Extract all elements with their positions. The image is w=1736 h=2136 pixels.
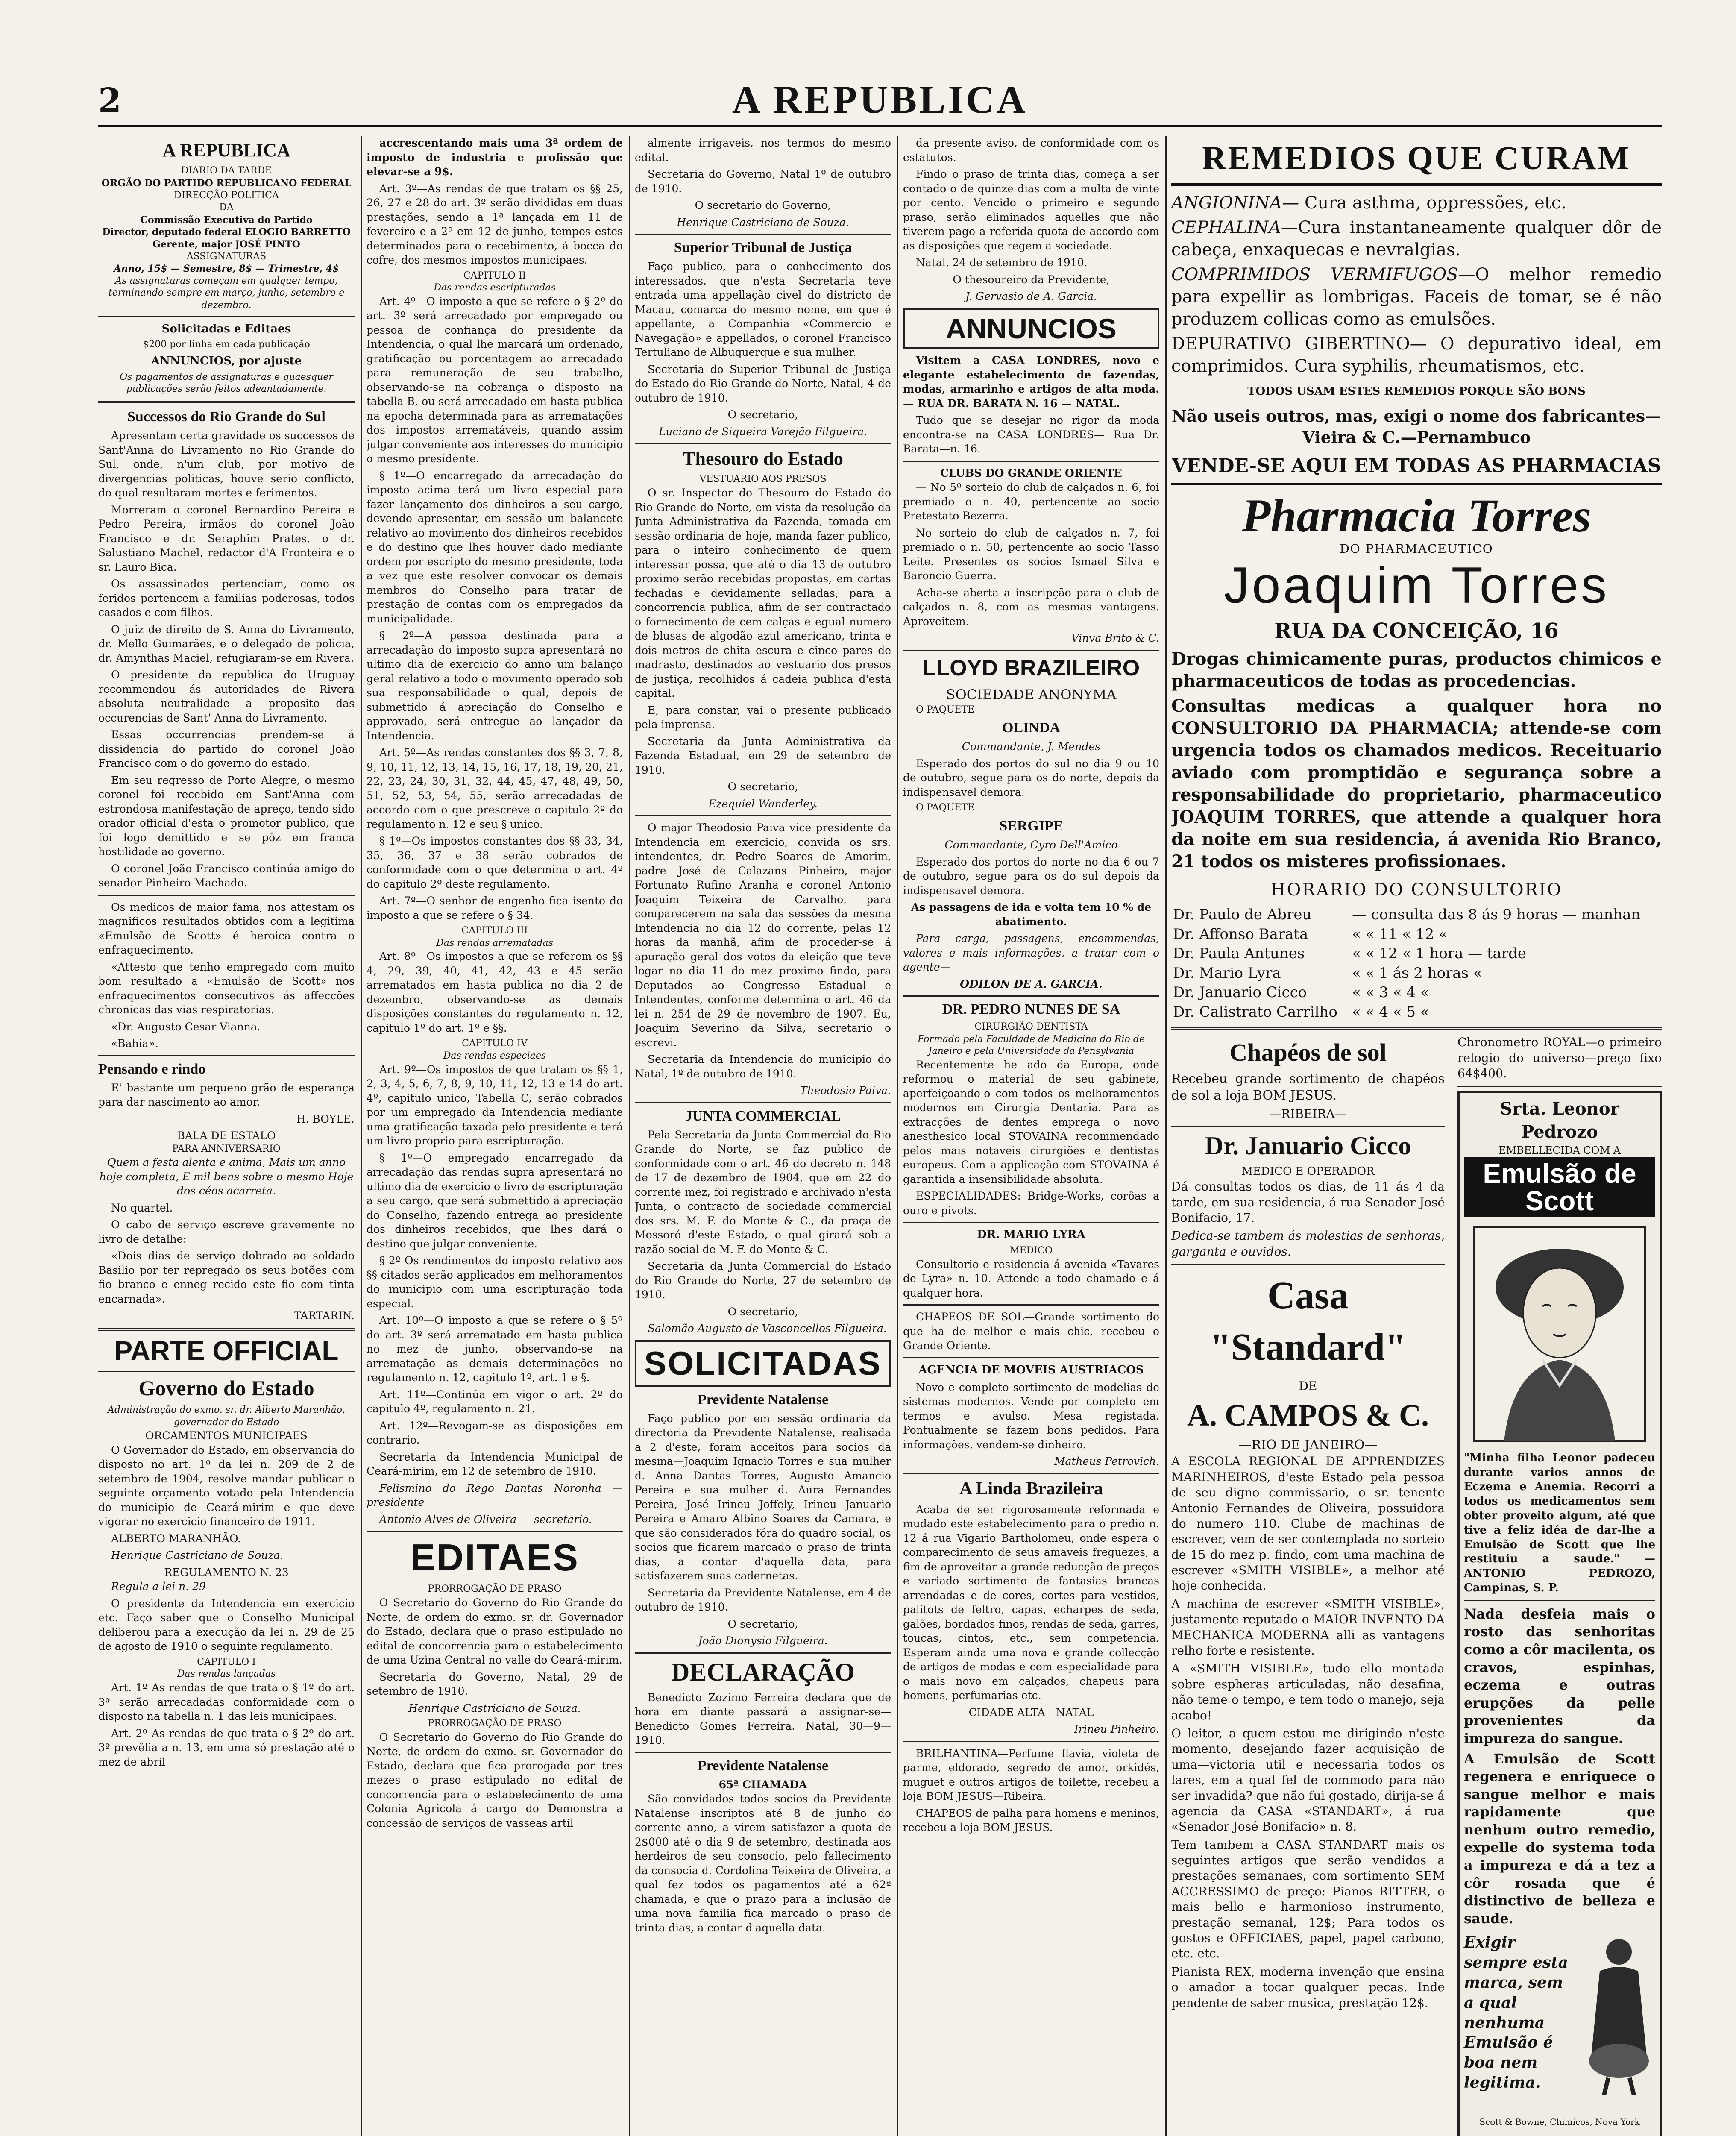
signature: Antonio Alves de Oliveira — secretario. xyxy=(379,1513,592,1526)
rule xyxy=(98,401,355,403)
rule xyxy=(98,1371,355,1372)
annuncios-banner: ANNUNCIOS xyxy=(946,312,1117,344)
article-paragraph: accrescentando mais uma 3ª ordem de imposto de industria e profissão que elevar-se a 9$. xyxy=(367,137,623,178)
masthead-rule xyxy=(98,125,1662,127)
rule xyxy=(635,1102,891,1103)
ad-paragraph: Recebeu grande sortimento de chapéos de sol a loja BOM JESUS. xyxy=(1171,1071,1445,1103)
article-paragraph: O secretario, xyxy=(727,1617,798,1630)
schedule-doctor: Dr. Januario Cicco xyxy=(1173,984,1307,1001)
ad-subheading: DE xyxy=(1299,1379,1317,1394)
ad-heading: Chapéos de sol xyxy=(1229,1039,1387,1067)
article-paragraph: Em seu regresso de Porto Alegre, o mesmo coronel foi recebido em Sant'Anna com estrondosa manifestação de apreço, tendo sido orador official d'esta o promotor publico, que foi logo demittido e se pôz em franca hostilidade ao governo. xyxy=(98,774,355,858)
signature: Theodosio Paiva. xyxy=(800,1084,891,1097)
article-paragraph: O sr. Inspector do Thesouro do Estado do Rio Grande do Norte, em vista da resolução da Junta Administrativa da Fazenda, tomada em sessão ordinaria de hoje, manda fazer publico, para o inteiro conhecimento de quem interessar possa, que até o dia 13 de outubro proximo serão recebidas propostas, em cartas fechadas e devidamente selladas, para a concorrencia publica, afim de ser contractado o fornecimento de cem calças e egual numero de blusas de algodão azul americano, trinta e dois metros de chita escura e cinco pares de madrasto, destinados ao vestuario dos presos de justiça, recolhidos á cadeia publica d'esta capital. xyxy=(635,487,891,700)
signature: Vinva Brito & C. xyxy=(1071,632,1159,645)
editaes-subtitle: PRORROGAÇÃO DE PRASO xyxy=(428,1718,562,1729)
paper-organ: ORGÃO DO PARTIDO REPUBLICANO FEDERAL xyxy=(101,177,352,189)
newspaper-title: A REPUBLICA xyxy=(732,78,1028,121)
ad-paragraph: Tudo que se desejar no rigor da moda encontra-se na CASA LONDRES— Rua Dr. Barata—n. 16. xyxy=(903,414,1159,455)
section-subtitle: 65ª CHAMADA xyxy=(718,1778,807,1791)
article-paragraph: Secretaria da Intendencia Municipal de Ceará-mirim, em 12 de setembro de 1910. xyxy=(367,1450,623,1478)
schedule-doctor: Dr. Paula Antunes xyxy=(1173,945,1305,962)
rule xyxy=(903,1473,1159,1474)
budgets-heading: ORÇAMENTOS MUNICIPAES xyxy=(145,1429,308,1442)
portrait-illustration xyxy=(1466,1223,1654,1445)
rule xyxy=(903,1304,1159,1306)
article-paragraph: E, para constar, vai o presente publicado pela imprensa. xyxy=(635,704,891,731)
remedy-name: DEPURATIVO GIBERTINO xyxy=(1171,334,1410,354)
signature: Salomão Augusto de Vasconcellos Filgueira. xyxy=(648,1322,887,1335)
signature: «Bahia». xyxy=(111,1037,158,1050)
ad-paragraph: BRILHANTINA—Perfume flavia, violeta de parme, eldorado, segredo de amor, orkidés, muguet e outros artigos de toilette, recebeu a loja BOM JESUS—Ribeira. xyxy=(903,1747,1159,1803)
annuncios-label: ANNUNCIOS, por ajuste xyxy=(151,354,302,367)
paper-title: A REPUBLICA xyxy=(162,140,290,161)
chapter-subtitle: Das rendas arrematadas xyxy=(436,937,553,948)
ad-paragraph: ESPECIALIDADES: Bridge-Works, corôas a ouro e pivots. xyxy=(903,1190,1159,1217)
article-paragraph: Art. 5º—As rendas constantes dos §§ 3, 7, 8, 9, 10, 11, 12, 13, 14, 15, 16, 17, 18, 19, 20, 21, 22, 23, 24, 30, 31, 32, 44, 45, 47, 48, 49, 50, 51, 52, 53, 54, 55, serão arrecadadas de accordo com o que prescreve o capitulo 2º do regulamento n. 12 e seu § unico. xyxy=(367,746,623,830)
ad-paragraph: Acaba de ser rigorosamente reformada e mudado este estabelecimento para o predio n. 12 á rua Vigario Bartholomeu, onde espera o comparecimento de seus amaveis freguezes, a fim de aproveitar a grande reducção de preços e variado sortimento de fantasias brancas arrendadas e de cores, cortes para vestidos, palitots de feltro, capas, echarpes de seda, galões, bordados finos, rendas de seda, garres, toucas, cintos, etc., sem competencia. Esperam ainda uma nova e grande collecção de artigos de modas e com especialidade para o mais novo em calçados, chapeus para homens, perfumarias etc. xyxy=(903,1503,1159,1702)
rule xyxy=(903,1741,1159,1742)
schedule-row xyxy=(1171,964,1662,983)
article-paragraph: O Secretario do Governo do Rio Grande do Norte, de ordem do exmo. sr. dr. Governador do Estado, declara que o praso estipulado no edital de concorrencia para o estabelecimento de uma Uzina Central no valle do Ceará-mirim. xyxy=(367,1596,623,1667)
schedule-doctor: Dr. Paulo de Abreu xyxy=(1173,906,1312,923)
article-paragraph: O coronel João Francisco continúa amigo do senador Pinheiro Machado. xyxy=(98,862,355,889)
schedule-row xyxy=(1171,983,1662,1003)
emulsion-brand: Emulsão de Scott xyxy=(1464,1157,1655,1217)
article-heading: Pensando e rindo xyxy=(98,1061,206,1077)
section-subtitle: VESTUARIO AOS PRESOS xyxy=(699,474,827,485)
administration-note: Administração do exmo. sr. dr. Alberto Maranhão, governador do Estado xyxy=(107,1405,346,1428)
pharmacy-paragraph: Drogas chimicamente puras, productos chimicos e pharmaceuticos de todas as procedencias. xyxy=(1171,649,1662,692)
poem-subtitle: PARA ANNIVERSARIO xyxy=(172,1143,281,1154)
rule xyxy=(903,1222,1159,1223)
schedule-hours: « « 3 « 4 « xyxy=(1352,984,1429,1001)
schedule-hours: « « 1 ás 2 horas « xyxy=(1352,964,1482,982)
rule xyxy=(903,650,1159,651)
testimonial: "Minha filha Leonor padeceu durante varios annos de Eczema e Anemia. Recorri a todos os medicamentos sem obter proveito algum, até que tive a feliz idéa de dar-lhe a Emulsão de Scott que lhe restituiu a saude." —ANTONIO PEDROZO, Campinas, S. P. xyxy=(1464,1451,1655,1594)
ad-heading: A Linda Brazileira xyxy=(959,1479,1103,1499)
section-heading: Superior Tribunal de Justiça xyxy=(674,240,852,255)
regulation-subtitle: Regula a lei n. 29 xyxy=(111,1580,206,1593)
remedy-name: ANGIONINA xyxy=(1171,193,1282,213)
article-paragraph: Benedicto Zozimo Ferreira declara que de hora em diante passará a assignar-se—Benedicto Gomes Ferreira. Natal, 30—9—1910. xyxy=(635,1691,891,1747)
ship-commander: Commandante, J. Mendes xyxy=(962,740,1101,753)
lower-ads xyxy=(1171,1035,1662,2136)
rule xyxy=(98,1328,355,1331)
article-paragraph: O secretario, xyxy=(727,780,798,793)
remedy-desc: — Cura asthma, oppressões, etc. xyxy=(1282,193,1567,213)
schedule-doctor: Dr. Mario Lyra xyxy=(1173,964,1281,982)
ad-paragraph: Chronometro ROYAL—o primeiro relogio do universo—preço fixo 64$400. xyxy=(1457,1035,1662,1081)
masthead xyxy=(98,77,1662,128)
ad-paragraph: Recentemente he ado da Europa, onde reformou o material de seu gabinete, aperfeiçoando-o com todos os melhoramentos modernos em Cirurgia Dentaria. Para as extracções de dentes emprega o novo anesthesico local STOVAINA recommendado pelos mais notaveis cirurgiões e dentistas europeus. Com a applicação com STOVAINA é garantida a insensibilidade absoluta. xyxy=(903,1058,1159,1185)
remedies-sale: VENDE-SE AQUI EM TODAS AS PHARMACIAS xyxy=(1171,454,1662,485)
signature: Henrique Castriciano de Souza. xyxy=(408,1702,581,1714)
rule xyxy=(98,895,355,896)
article-paragraph: Art. 10º—O imposto a que se refere o § 5º do art. 3º será arrematado em hasta publica no mez de junho, observando-se na arrematação as demais determinações no regulamento n. 12, capitulo 1º, art. 1 e §. xyxy=(367,1314,623,1384)
article-paragraph: Apresentam certa gravidade os successos de Sant'Anna do Livramento no Rio Grande do Sul, onde, n'um club, por motivo de divergencias politicas, houve serio conflicto, do qual resultaram mortes e ferimentos. xyxy=(98,429,355,499)
schedule-row xyxy=(1171,944,1662,964)
rule xyxy=(635,443,891,444)
column-2 xyxy=(367,136,623,2136)
article-paragraph: § 1º—O empregado encarregado da arrecadação das rendas supra apresentará no ultimo dia de exercicio o livro de escripturação a seu cargo, que será submettido á apreciação do Conselho, fazendo entrega ao presidente dos dinheiros recebidos, que lhes dará o destino que julgar conveniente. xyxy=(367,1151,623,1250)
article-paragraph: Faço publico, para o conhecimento dos interessados, que n'esta Secretaria teve entrada uma appellação civel do districto de Macau, comarca do mesmo nome, em que é appellante, a Companhia «Commercio e Navegação» e appellados, o coronel Francisco Tertuliano de Albuquerque e sua mulher. xyxy=(635,260,891,359)
signature: ALBERTO MARANHÃO. xyxy=(111,1532,241,1545)
rule xyxy=(635,1652,891,1654)
rule xyxy=(1464,1600,1655,1601)
rule xyxy=(1171,1264,1445,1265)
article-heading: Successos do Rio Grande do Sul xyxy=(127,408,326,425)
article-paragraph: O Secretario do Governo do Rio Grande do Norte, de ordem do exmo. sr. Governador do Estado, declara que fica prorogado por tres mezes o praso estipulado no edital de concorrencia para o estabelecimento de uma Colonia Agricola á cargo do Demonstra a concessão de serviços de vasseas artil xyxy=(367,1731,623,1829)
chapter-subtitle: Das rendas lançadas xyxy=(177,1669,276,1680)
rule xyxy=(98,1055,355,1056)
article-paragraph: Natal, 24 de setembro de 1910. xyxy=(916,256,1088,269)
schedule-doctor: Dr. Affonso Barata xyxy=(1173,925,1308,943)
rule xyxy=(635,815,891,816)
ad-heading: DR. PEDRO NUNES DE SA xyxy=(942,1001,1120,1018)
signature: «Dr. Augusto Cesar Vianna. xyxy=(111,1020,261,1033)
article-paragraph: «Attesto que tenho empregado com muito bom resultado a «Emulsão de Scott» nos enfraquecimentos consecutivos ás affecções chronicas das vias respiratorias. xyxy=(98,960,355,1016)
poem-text: Quem a festa alenta e anima, Mais um anno hoje completa, E mil bens sobre o mesmo Hoje dos céos acarreta. xyxy=(99,1156,354,1197)
article-paragraph: Secretaria do Governo, Natal, 29 de setembro de 1910. xyxy=(367,1670,623,1698)
article-paragraph: Art. 3º—As rendas de que tratam os §§ 25, 26, 27 e 28 do art. 3º serão divididas em duas prestações, sendo a 1ª lançada em 11 de fevereiro e a 2ª em 12 de junho, tempos estes determinados para o recebimento, á bocca do cofre, dos mesmos impostos municipaes. xyxy=(367,182,623,266)
section-heading: Thesouro do Estado xyxy=(683,448,843,469)
agent-name: ODILON DE A. GARCIA. xyxy=(960,977,1103,990)
editaes-subtitle: PRORROGAÇÃO DE PRASO xyxy=(428,1584,562,1595)
schedule-row xyxy=(1171,905,1662,925)
article-paragraph: § 2º Os rendimentos do imposto relativo aos §§ citados serão applicados em melhoramentos do municipio com uma escripturação toda especial. xyxy=(367,1254,623,1310)
editaes-banner: EDITAES xyxy=(410,1536,579,1579)
article-paragraph: São convidados todos socios da Previdente Natalense inscriptos até 8 de junho do corrente anno, a virem satisfazer a quota de 2$000 até o dia 9 de setembro, destinada aos herdeiros de seu consocio, pelo fallecimento da consocia d. Cordolina Teixeira de Oliveira, a qual fez todos os pagamentos até a 62ª chamada, e que o prazo para a inclusão de uma nova familia fica marcado o praso de trinta dias, a contar d'aquella data. xyxy=(635,1793,891,1934)
solicitadas-banner: SOLICITADAS xyxy=(644,1344,882,1382)
signature: H. BOYLE. xyxy=(296,1112,355,1125)
paper-director: Director, deputado federal ELOGIO BARRETTO xyxy=(102,226,351,238)
regulation-heading: REGULAMENTO N. 23 xyxy=(164,1566,289,1579)
emulsion-ad xyxy=(1457,1091,1662,2136)
article-paragraph: Secretaria da Junta Commercial do Estado do Rio Grande do Norte, 27 de setembro de 1910. xyxy=(635,1260,891,1301)
subscription-notice: As assignaturas começam em qualquer tempo, terminando sempre em março, junho, setembro e dezembro. xyxy=(108,275,345,311)
ad-label: O PAQUETE xyxy=(916,704,975,715)
column-divider xyxy=(897,136,898,2136)
ad-paragraph: Novo e completo sortimento de modelias de sistemas modernos. Vende por completo em termos e avulso. Mesa registada. Pontualmente se fazem bons pedidos. Para informações, vendem-se dinheiro. xyxy=(903,1381,1159,1451)
ad-paragraph: — No 5º sorteio do club de calçados n. 6, foi premiado o n. 40, pertencente ao socio Pretestato Bezerra. xyxy=(903,481,1159,522)
article-paragraph: § 1º—O encarregado da arrecadação do imposto acima terá um livro especial para fazer lançamento dos dinheiros a seu cargo, devendo apresentar, em sessão um balancete relativo ao movimento dos dinheiros recebidos e do destino que lhes houver dado mediante ordem por escripto do mesmo presidente, toda a vez que este resolver convocar os demais membros do Conselho para tratar de prestação de contas com os empregados da municipalidade. xyxy=(367,469,623,625)
ad-heading: Dr. Januario Cicco xyxy=(1205,1132,1411,1160)
ad-paragraph: O leitor, a quem estou me dirigindo n'este momento, desejando fazer acquisição de uma—victoria util e necessaria todos os lares, em a qual fel de commodo para não ser invadida? que não fui gostado, dirija-se á agencia da CASA «STANDART», á rua «Senador José Bonifacio» n. 8. xyxy=(1171,1726,1445,1834)
remedies-title: REMEDIOS QUE CURAM xyxy=(1171,136,1662,186)
chapter-heading: CAPITULO III xyxy=(461,925,528,936)
schedule-table xyxy=(1171,905,1662,1022)
column-divider xyxy=(629,136,630,2136)
schedule-row xyxy=(1171,925,1662,945)
article-paragraph: Pela Secretaria da Junta Commercial do Rio Grande do Norte, se faz publico de conformidade com o art. 46 do decreto n. 148 de 17 de dezembro de 1904, que em 22 do corrente mez, foi registrado e archivado n'esta Junta, o contracto de sociedade commercial dos srs. M. F. do Monte & C., da praça de Mossoró d'este Estado, o qual girará sob a razão social de M. F. do Monte & C. xyxy=(635,1128,891,1256)
emulsion-footer xyxy=(1464,1933,1655,2116)
signature: Henrique Castriciano de Souza. xyxy=(111,1549,284,1562)
ad-paragraph: CHAPEOS DE SOL—Grande sortimento do que ha de melhor e mais chic, recebeu o Grande Oriente. xyxy=(903,1311,1159,1352)
column-divider xyxy=(1165,136,1167,2136)
article-paragraph: Art. 2º As rendas de que trata o § 2º do art. 3º prevêlia a n. 13, em uma só prestação até o mez de abril xyxy=(98,1727,355,1768)
ad-paragraph: A «SMITH VISIBLE», tudo ello montada sobre espheras articuladas, não desafina, não teme o tempo, e tem todo o manejo, seja acabo! xyxy=(1171,1661,1445,1722)
ad-heading: AGENCIA DE MOVEIS AUSTRIACOS xyxy=(918,1363,1144,1376)
pharmacy-address: RUA DA CONCEIÇÃO, 16 xyxy=(1274,619,1559,643)
schedule-hours: — consulta das 8 ás 9 horas — manhan xyxy=(1352,906,1641,923)
paper-commissao: Commissão Executiva do Partido xyxy=(140,214,313,226)
rule xyxy=(635,234,891,235)
section-heading: JUNTA COMMERCIAL xyxy=(685,1108,841,1124)
column-divider xyxy=(361,136,362,2136)
schedule-hours: « « 11 « 12 « xyxy=(1352,925,1448,943)
paper-da: DA xyxy=(219,202,234,213)
signature: João Dionysio Filgueira. xyxy=(698,1634,828,1647)
solicitadas-box xyxy=(635,1340,891,1387)
remedies-note: TODOS USAM ESTES REMEDIOS PORQUE SÃO BONS xyxy=(1247,384,1586,398)
schedule-doctor: Dr. Calistrato Carrilho xyxy=(1173,1003,1337,1021)
article-paragraph: Secretaria da Previdente Natalense, em 4 de outubro de 1910. xyxy=(635,1586,891,1614)
signature: Matheus Petrovich. xyxy=(1054,1455,1159,1468)
remedy-desc: —Cura instantaneamente qualquer dôr de cabeça, enxaquecas e nevralgias. xyxy=(1171,217,1662,260)
poem-title: BALA DE ESTALO xyxy=(177,1130,276,1142)
solicitadas-price: $200 por linha em cada publicação xyxy=(143,339,310,350)
ad-heading: LLOYD BRAZILEIRO xyxy=(922,655,1140,681)
chapter-subtitle: Das rendas especiaes xyxy=(443,1050,546,1061)
ad-paragraph: Nada desfeia mais o rosto das senhoritas como a côr macilenta, os cravos, espinhas, eczema e outras erupções da pelle provenientes da impureza do sangue. xyxy=(1464,1605,1655,1746)
ad-paragraph: A ESCOLA REGIONAL DE APPRENDIZES MARINHEIROS, d'este Estado pela pessoa de seu digno commissario, o sr. tenente Antonio Fernandes de Oliveira, possuidora do numero 110. Clube de machinas de escrever, vem de ser contemplada no sorteio de 15 do mez p. findo, com uma machina de escrever «SMITH VISIBLE», a melhor até hoje conhecida. xyxy=(1171,1454,1445,1593)
ad-paragraph: —RIBEIRA— xyxy=(1269,1107,1347,1121)
ad-paragraph: Pianista REX, moderna invenção que ensina o amador a tocar qualquer pecas. Inde pendente de saber musica, prestação 12$. xyxy=(1171,1964,1445,2010)
ad-maker: Scott & Bowne, Chimicos, Nova York xyxy=(1479,2117,1640,2127)
article-paragraph: Art. 9º—Os impostos de que tratam os §§ 1, 2, 3, 4, 5, 6, 7, 8, 9, 10, 11, 12, 13 e 14 do art. 4º, capitulo unico, Tabella C, serão cobrados por um empregado da Intendencia mediante uma gratificação taxada pelo presidente e terá um livro proprio para escripturação. xyxy=(367,1063,623,1147)
remedies-warning: Não useis outros, mas, exigi o nome dos fabricantes—Vieira & C.—Pernambuco xyxy=(1171,406,1662,447)
article-paragraph: Secretaria da Intendencia do municipio do Natal, 1º de outubro de 1910. xyxy=(635,1053,891,1080)
chapter-heading: CAPITULO I xyxy=(197,1656,256,1667)
section-heading: Previdente Natalense xyxy=(697,1758,829,1774)
article-paragraph: da presente aviso, de conformidade com os estatutos. xyxy=(903,137,1159,164)
subscription-prices: Anno, 15$ — Semestre, 8$ — Trimestre, 4$ xyxy=(114,263,339,275)
pharmacy-sub: DO PHARMACEUTICO xyxy=(1340,541,1493,556)
article-paragraph: Morreram o coronel Bernardino Pereira e Pedro Pereira, irmãos do coronel João Francisco e dr. Seraphim Prates, o dr. Salustiano Machel, redactor d'A Fronteira e o sr. Lauro Bica. xyxy=(98,503,355,573)
column-5-ads xyxy=(1171,136,1662,2136)
article-paragraph: Secretaria do Governo, Natal 1º de outubro de 1910. xyxy=(635,168,891,195)
article-paragraph: almente irrigaveis, nos termos do mesmo edital. xyxy=(635,137,891,164)
ad-paragraph: No sorteio do club de calçados n. 7, foi premiado o n. 50, pertencente ao socio Tasso Leite. Presentes os socios Ismael Silva e Baroncio Guerra. xyxy=(903,526,1159,582)
chapter-heading: CAPITULO II xyxy=(463,270,526,281)
ad-heading: Casa "Standard" xyxy=(1209,1274,1407,1368)
pharmacy-paragraph: Consultas medicas a qualquer hora no CONSULTORIO DA PHARMACIA; attende-se com urgencia todos os chamados medicos. Receituario aviado com promptidão e segurança sobre a responsabilidade do proprietario, pharmaceutico JOAQUIM TORRES, que attende a qualquer hora da noite em sua residencia, á avenida Rio Branco, 21 todos os misteres profissionaes. xyxy=(1171,696,1662,872)
remedy-name: CEPHALINA xyxy=(1171,217,1281,238)
signature: Irineu Pinheiro. xyxy=(1074,1723,1159,1736)
column-3 xyxy=(635,136,891,2136)
lower-ads-right xyxy=(1457,1035,1662,2136)
remedy-desc: —O melhor remedio para expellir as lombrigas. Faceis de tomar, se é não produzem collicas como as emulsões. xyxy=(1171,264,1662,329)
schedule-hours: « « 12 « 1 hora — tarde xyxy=(1352,945,1527,962)
pharmacy-name: Pharmacia Torres xyxy=(1242,490,1591,542)
ad-paragraph: Dá consultas todos os dias, de 11 ás 4 da tarde, em sua residencia, á rua Senador José Bonifacio, 17. xyxy=(1171,1179,1445,1225)
article-paragraph: § 2º—A pessoa destinada para a arrecadação do imposto supra apresentará no ultimo dia de exercicio do anno um balanço geral relativo a todo o movimento operado sob sua responsabilidade o qual, depois de submettido á apreciação do Conselho e approvado, será entregue ao lançador da Intendencia. xyxy=(367,629,623,742)
rule xyxy=(1171,1027,1662,1030)
signature: Henrique Castriciano de Souza. xyxy=(677,216,849,229)
rule xyxy=(635,1752,891,1753)
ad-heading: CLUBS DO GRANDE ORIENTE xyxy=(940,467,1122,479)
article-paragraph: Art. 7º—O senhor de engenho fica isento do imposto a que se refere o § 34. xyxy=(367,895,623,921)
article-paragraph: O juiz de direito de S. Anna do Livramento, dr. Mello Guimarães, e o delegado de policia, dr. Amynthas Maciel, refugiaram-se em Rivera. xyxy=(98,623,355,664)
payments-notice: Os pagamentos de assignaturas e quaesquer publicações serão feitos adeantadamente. xyxy=(120,371,333,395)
paper-subtitle: DIARIO DA TARDE xyxy=(181,165,272,176)
column-1 xyxy=(98,136,355,2136)
article-paragraph: Essas occurrencias prendem-se á dissidencia do partido do coronel João Francisco com o do governo do estado. xyxy=(98,728,355,770)
article-paragraph: O presidente da Intendencia em exercicio etc. Faço saber que o Conselho Municipal deliberou para a execução da lei n. 29 de 25 de agosto de 1910 o seguinte regulamento. xyxy=(98,1597,355,1653)
article-paragraph: O presidente da republica do Uruguay recommendou ás autoridades de Rivera absoluta neutralidade a proposito das occurencias de Sant' Anna do Livramento. xyxy=(98,669,355,724)
rule xyxy=(367,1531,623,1532)
solicitadas-label: Solicitadas e Editaes xyxy=(161,322,291,335)
section-heading: DECLARAÇÃO xyxy=(671,1658,855,1686)
ad-subheading: MEDICO xyxy=(1010,1245,1053,1256)
article-paragraph: E' bastante um pequeno grão de esperança para dar nascimento ao amor. xyxy=(98,1081,355,1109)
ad-paragraph: Esperado dos portos do sul no dia 9 ou 10 de outubro, segue para os do norte, depois da indispensavel demora. xyxy=(903,757,1159,798)
rule xyxy=(98,316,355,317)
article-paragraph: No quartel. xyxy=(111,1201,173,1214)
article-paragraph: Art. 8º—Os impostos a que se referem os §§ 4, 29, 39, 40, 41, 42, 43 e 45 serão arrematados em hasta publica no dia 2 de dezembro, observando-se as demais disposições constantes do regulamento n. 12, capitulo 1º do art. 1º e §§. xyxy=(367,950,623,1034)
article-paragraph: Findo o praso de trinta dias, começa a ser contado o de quinze dias com a multa de vinte por cento. Vencido o primeiro e segundo praso, serão eliminados aquelles que não tiverem pago a referida quota de accordo com as disposições que regem a sociedade. xyxy=(903,168,1159,252)
article-paragraph: Os medicos de maior fama, nos attestam os magnificos resultados obtidos com a legitima «Emulsão de Scott» é heroica contra o enfraquecimento. xyxy=(98,901,355,957)
pharmacy-owner: Joaquim Torres xyxy=(1223,557,1610,614)
column-4 xyxy=(903,136,1159,2136)
ship-name: SERGIPE xyxy=(999,818,1063,834)
section-heading: Previdente Natalense xyxy=(697,1391,829,1408)
chapter-heading: CAPITULO IV xyxy=(462,1038,528,1049)
article-paragraph: Os assassinados pertenciam, como os feridos pertencem a familias poderosas, todos casados e com filhos. xyxy=(98,578,355,619)
rule xyxy=(903,1357,1159,1358)
article-paragraph: O secretario, xyxy=(727,408,798,421)
ad-paragraph: Consultorio e residencia á avenida «Tavares de Lyra» n. 10. Attende a todo chamado e á qualquer hora. xyxy=(903,1258,1159,1299)
schedule-title: HORARIO DO CONSULTORIO xyxy=(1270,880,1563,900)
ad-paragraph: A Emulsão de Scott regenera e enriquece o sangue melhor e mais rapidamente que nenhum outro remedio, expelle do systema toda a impureza e dá a tez a côr rosada que é distinctivo de belleza e saude. xyxy=(1464,1750,1655,1927)
article-paragraph: Art. 11º—Continúa em vigor o art. 2º do capitulo 4º, regulamento n. 21. xyxy=(367,1388,623,1415)
signature: Felismino do Rego Dantas Noronha — presidente xyxy=(367,1482,623,1509)
ad-label: O PAQUETE xyxy=(916,802,975,813)
ad-paragraph: Acha-se aberta a inscripção para o club de calçados n. 8, com as mesmas vantagens. Aproveitem. xyxy=(903,586,1159,628)
annuncios-box xyxy=(903,308,1159,349)
official-subtitle: Governo do Estado xyxy=(138,1376,314,1400)
paper-gerente: Gerente, major JOSÉ PINTO xyxy=(152,238,300,250)
paper-direction: DIRECÇÃO POLITICA xyxy=(174,190,279,201)
remedy-name: COMPRIMIDOS VERMIFUGOS xyxy=(1171,264,1458,285)
ad-name: Srta. Leonor Pedrozo xyxy=(1500,1099,1619,1142)
signature: Ezequiel Wanderley. xyxy=(708,797,818,810)
ad-subheading: MEDICO E OPERADOR xyxy=(1241,1165,1375,1178)
official-section-banner: PARTE OFFICIAL xyxy=(114,1335,339,1366)
article-paragraph: Secretaria do Superior Tribunal de Justiça do Estado do Rio Grande do Norte, Natal, 4 de outubro de 1910. xyxy=(635,363,891,404)
page-number: 2 xyxy=(98,81,122,120)
signature: Luciano de Siqueira Varejão Filgueira. xyxy=(658,425,868,438)
article-paragraph: O cabo de serviço escreve gravemente no livro de detalhe: xyxy=(98,1218,355,1245)
ad-subheading: SOCIEDADE ANONYMA xyxy=(946,686,1117,703)
ad-paragraph: Dedica-se tambem ás molestias de senhoras, garganta e ouvidos. xyxy=(1171,1229,1445,1259)
article-paragraph: Art. 4º—O imposto a que se refere o § 2º do art. 3º será arrecadado por empregado ou pessoa de confiança do presidente da Intendencia, o qual lhe marcará um ordenado, gratificação ou porcentagem ao arrecadado para remuneração de seu trabalho, observando-se na cobrança o disposto na tabella B, ou será arrecadado em hasta publica na epocha determinada para as arrematações dos impostos arrematáveis, quando assim julgar conveniente aos interesses do municipio o mesmo presidente. xyxy=(367,295,623,465)
ad-paragraph: As passagens de ida e volta tem 10 % de abatimento. xyxy=(911,901,1152,928)
article-paragraph: O thesoureiro da Previdente, xyxy=(953,273,1110,286)
article-paragraph: § 1º—Os impostos constantes dos §§ 33, 34, 35, 36, 37 e 38 serão cobrados de conformidade com o que determina o art. 4º do capitulo 2º deste regulamento. xyxy=(367,835,623,890)
ad-subheading: CIRURGIÃO DENTISTA xyxy=(974,1021,1088,1033)
signature: J. Gervasio de A. Garcia. xyxy=(965,290,1097,302)
subscriptions-label: ASSIGNATURAS xyxy=(186,251,267,262)
schedule-hours: « « 4 « 5 « xyxy=(1352,1003,1429,1021)
article-paragraph: O secretario, xyxy=(727,1305,798,1318)
article-paragraph: O major Theodosio Paiva vice presidente da Intendencia em exercicio, convida os srs. intendentes, dr. Pedro Soares de Amorim, padre José de Calazans Pinheiro, major Fortunato Rufino Aranha e coronel Antonio Joaquim Teixeira de Carvalho, para comparecerem na sala das sessões da mesma Intendencia no dia 12 do corrente, pelas 12 horas da manhã, afim de proceder-se á apuração geral dos votos da eleição que teve logar no dia 11 do mez proximo findo, para Deputados ao Congresso Estadual e Intendentes, conforme determina o art. 46 da lei n. 254 de 29 de novembro de 1907. Eu, Joaquim Severino da Silva, secretario o escrevi. xyxy=(635,822,891,1049)
rule xyxy=(903,461,1159,462)
article-paragraph: Secretaria da Junta Administrativa da Fazenda Estadual, em 29 de setembro de 1910. xyxy=(635,735,891,776)
ad-paragraph: Para carga, passagens, encommendas, valores e mais informações, a tratar com o agente— xyxy=(903,932,1159,974)
lower-ads-left xyxy=(1171,1035,1445,2013)
ad-subheading: —RIO DE JANEIRO— xyxy=(1238,1438,1378,1453)
ad-paragraph: CIDADE ALTA—NATAL xyxy=(968,1706,1094,1719)
rule xyxy=(903,995,1159,997)
article-paragraph: Faço publico por em sessão ordinaria da directoria da Previdente Natalense, realisada a 2 d'este, foram acceitos para socios da mesma—Joaquim Ignacio Torres e sua mulher d. Anna Dantas Torres, Augusto Amancio Pereira e sua mulher d. Aura Fernandes Pereira, José Irineu Joffely, Irineu Januario Pereira e Amaro Albino Soares da Camara, e que são considerados fóra do quadro social, os socios que ficarem marcado o praso de trinta dias, a contar d'aquella data, para satisfazerem suas cadernetas. xyxy=(635,1412,891,1582)
remedy-desc: — O depurativo ideal, em comprimidos. Cura syphilis, rheumatismos, etc. xyxy=(1171,334,1662,376)
ad-paragraph: Tem tambem a CASA STANDART mais os seguintes artigos que serão vendidos a prestações semanaes, com sortimento SEM ACCRESSIMO de preço: Pianos RITTER, o mais bello e harmonioso instrumento, prestação semanal, 12$; Para todos os gostos e OFFICIAES, papel, papel carbono, etc. etc. xyxy=(1171,1837,1445,1961)
signature: TARTARIN. xyxy=(293,1309,355,1322)
fisherman-illustration xyxy=(1583,1933,1655,2095)
ad-heading: A. CAMPOS & C. xyxy=(1187,1398,1429,1432)
ad-paragraph: Esperado dos portos do norte no dia 6 ou 7 de outubro, segue para os do sul depois da indispensavel demora. xyxy=(903,855,1159,897)
rule xyxy=(1457,1086,1662,1087)
rule xyxy=(1171,1126,1445,1127)
chapter-subtitle: Das rendas escripturadas xyxy=(434,282,556,293)
schedule-row xyxy=(1171,1003,1662,1022)
ship-name: OLINDA xyxy=(1002,720,1061,736)
ad-paragraph: Visitem a CASA LONDRES, novo e elegante estabelecimento de fazendas, modas, armarinho e artigos de alta moda. — RUA DR. BARATA N. 16 — NATAL. xyxy=(903,354,1159,410)
ad-paragraph: Exigir sempre esta marca, sem a qual nenhuma Emulsão é boa nem legitima. xyxy=(1464,1934,1568,2092)
ad-subheading: EMBELLECIDA COM A xyxy=(1498,1144,1621,1156)
article-paragraph: Art. 1º As rendas de que trata o § 1º do art. 3º serão arrecadadas conformidade com o disposto na tabella n. 1 das leis municipaes. xyxy=(98,1681,355,1722)
ad-paragraph: A machina de escrever «SMITH VISIBLE», justamente reputado o MAIOR INVENTO DA MECHANICA MODERNA alli as vantagens relho forte e resistente. xyxy=(1171,1596,1445,1658)
article-paragraph: O secretario do Governo, xyxy=(695,199,831,211)
article-paragraph: Art. 12º—Revogam-se as disposições em contrario. xyxy=(367,1419,623,1446)
ad-subheading: Formado pela Faculdade de Medicina do Rio de Janeiro e pela Universidade da Pensylvania xyxy=(918,1033,1145,1057)
ship-commander: Commandante, Cyro Dell'Amico xyxy=(944,839,1118,851)
article-paragraph: O Governador do Estado, em observancia do disposto no art. 1º da lei n. 209 de 2 de setembro de 1904, resolve mandar publicar o seguinte orçamento votado pela Intendencia do municipio de Ceará-mirim e que deve vigorar no exercicio financeiro de 1911. xyxy=(98,1444,355,1528)
ad-paragraph: CHAPEOS de palha para homens e meninos, recebeu a loja BOM JESUS. xyxy=(903,1807,1159,1834)
ad-heading: DR. MARIO LYRA xyxy=(977,1228,1085,1241)
article-paragraph: «Dois dias de serviço dobrado ao soldado Basilio por ter repregado os seus botões com fio branco e enneg recido este fio com tinta encarnada». xyxy=(98,1250,355,1305)
